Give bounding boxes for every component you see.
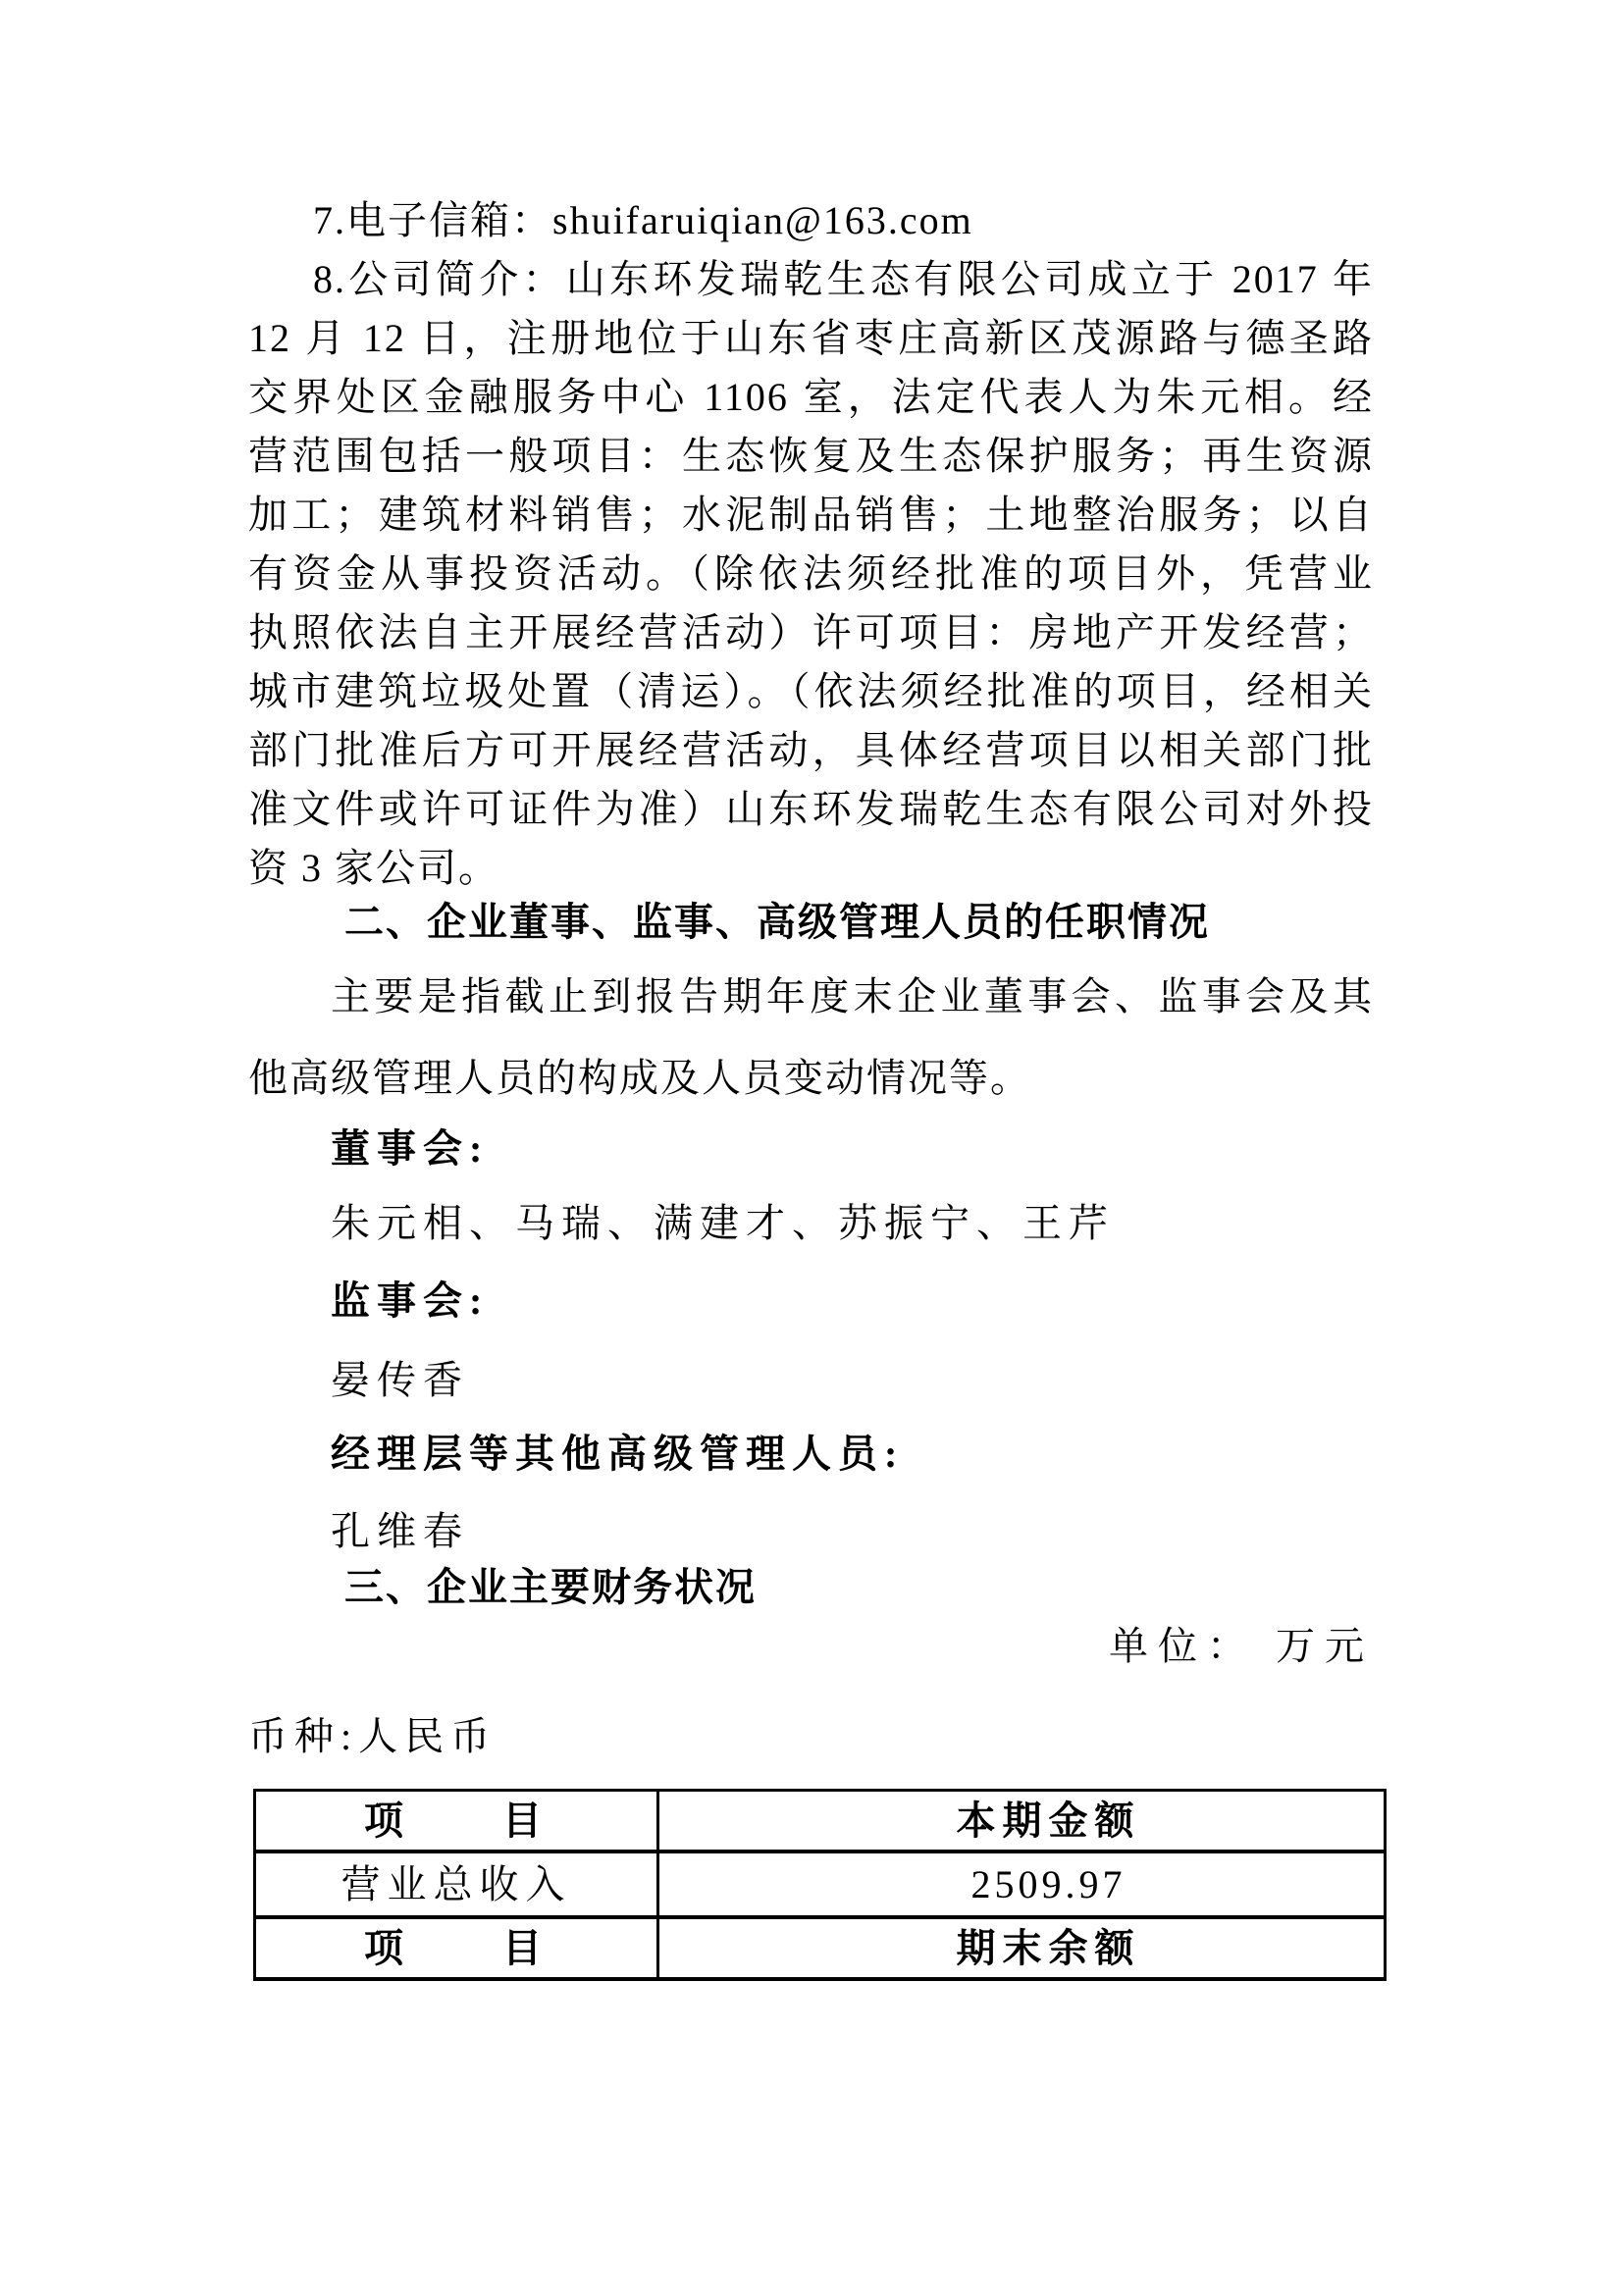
currency-note: 币种:人民币: [248, 1714, 498, 1758]
intro-line-9: 部门批准后方可开展经营活动，具体经营项目以相关部门批: [248, 728, 1374, 772]
management-label: 经理层等其他高级管理人员:: [331, 1432, 905, 1476]
current-amount-header-cell: 本期金额: [658, 1791, 1386, 1852]
unit-note: 单位： 万元: [1109, 1624, 1374, 1668]
financial-table: [253, 1789, 1387, 1981]
management-member: 孔维春: [331, 1509, 469, 1553]
board-members: 朱元相、马瑞、满建才、苏振宁、王芹: [331, 1201, 1115, 1245]
intro-line-8: 城市建筑垃圾处置（清运）。（依法须经批准的项目，经相关: [248, 669, 1374, 713]
intro-line-7: 执照依法自主开展经营活动）许可项目：房地产开发经营；: [248, 610, 1374, 654]
supervisory-label: 监事会:: [331, 1278, 490, 1323]
ending-balance-header-cell: 期末余额: [658, 1917, 1386, 1979]
board-label: 董事会:: [331, 1126, 490, 1171]
intro-line-11: 资 3 家公司。: [248, 846, 499, 890]
section2-desc-line-2: 他高级管理人员的构成及人员变动情况等。: [248, 1056, 1031, 1100]
intro-line-1: 8.公司简介：山东环发瑞乾生态有限公司成立于 2017 年: [313, 257, 1374, 301]
table-row-header-ending: [255, 1917, 1386, 1979]
intro-line-4: 营范围包括一般项目：生态恢复及生态保护服务；再生资源: [248, 434, 1374, 478]
intro-line-6: 有资金从事投资活动。（除依法须经批准的项目外，凭营业: [248, 551, 1374, 596]
table-row-header-current: [255, 1791, 1386, 1852]
revenue-value-cell: 2509.97: [658, 1852, 1386, 1917]
intro-line-5: 加工；建筑材料销售；水泥制品销售；土地整治服务；以自: [248, 493, 1374, 537]
intro-line-2: 12 月 12 日，注册地位于山东省枣庄高新区茂源路与德圣路: [248, 316, 1374, 360]
section2-desc-line-1: 主要是指截止到报告期年度末企业董事会、监事会及其: [331, 974, 1374, 1018]
intro-line-3: 交界处区金融服务中心 1106 室，法定代表人为朱元相。经: [248, 375, 1374, 419]
section3-heading: 三、企业主要财务状况: [344, 1565, 757, 1609]
intro-line-10: 准文件或许可证件为准）山东环发瑞乾生态有限公司对外投: [248, 787, 1374, 831]
item-header-cell: 项 目: [255, 1791, 658, 1852]
item-header-cell-2: 项 目: [255, 1917, 658, 1979]
section2-heading: 二、企业董事、监事、高级管理人员的任职情况: [344, 900, 1210, 944]
email-line: 7.电子信箱：shuifaruiqian@163.com: [313, 198, 973, 242]
revenue-label-cell: 营业总收入: [255, 1852, 658, 1917]
table-row-revenue: [255, 1852, 1386, 1917]
supervisory-member: 晏传香: [331, 1358, 469, 1402]
